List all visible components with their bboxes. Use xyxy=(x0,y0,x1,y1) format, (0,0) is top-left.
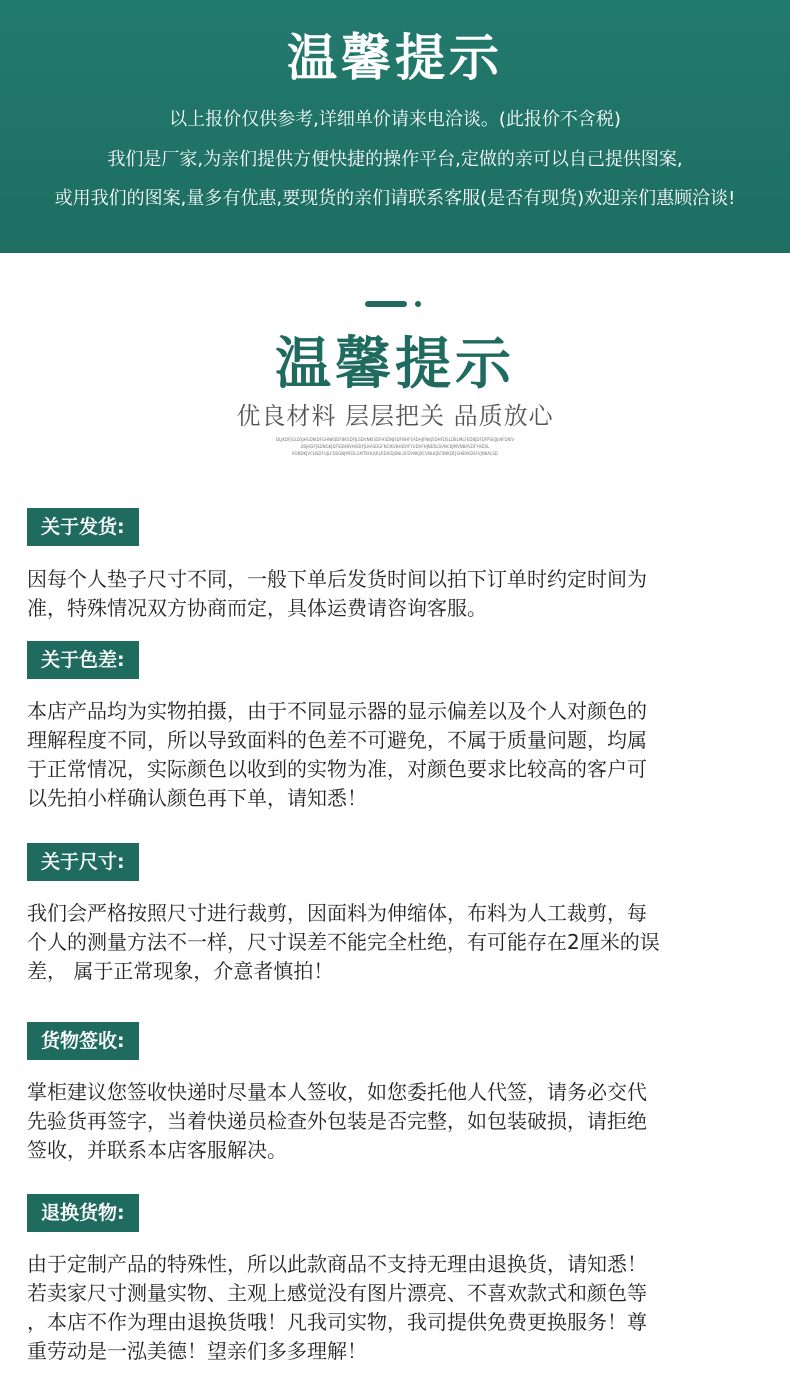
decorative-tiny-text-1: DLJKDFJGLDSJHGDIKDFGHNKSDFBKSDFJLSDVNKISDFHSDNJSDFNHFSADHJFNKJSDHFDSLDBLMLFEDBJDFDFPSEJJLNFDKIV xyxy=(275,437,515,442)
shipping-text xyxy=(27,565,772,623)
receipt-text xyxy=(27,1078,772,1165)
returns-line: 重劳动是一泓美德！望亲们多多理解！ xyxy=(27,1339,367,1363)
receipt-line: 先验货再签字，当着快递员检查外包装是否完整，如包装破损，请拒绝 xyxy=(27,1109,647,1133)
banner-line-2: 我们是厂家,为亲们提供方便快捷的操作平台,定做的亲可以自己提供图案, xyxy=(107,149,683,170)
banner-line-3: 或用我们的图案,量多有优惠,要现货的亲们请联系客服(是否有现货)欢迎亲们惠顾洽谈! xyxy=(54,188,736,209)
receipt-line: 掌柜建议您签收快递时尽量本人签收，如您委托他人代签，请务必交代 xyxy=(27,1080,647,1104)
size-line: 个人的测量方法不一样，尺寸误差不能完全杜绝，有可能存在2厘米的误 xyxy=(27,930,660,954)
divider-mark xyxy=(365,301,409,309)
section-subtitle: 优良材料 层层把关 品质放心 xyxy=(236,402,554,430)
color-difference-line: 本店产品均为实物拍摄，由于不同显示器的显示偏差以及个人对颜色的 xyxy=(27,699,647,723)
color-difference-tag: 关于色差: xyxy=(27,641,139,679)
receipt-tag: 货物签收: xyxy=(27,1022,139,1060)
divider-bar xyxy=(365,301,407,307)
returns-line: ，本店不作为理由退换货哦！凡我司实物，我司提供免费更换服务！尊 xyxy=(27,1310,647,1334)
shipping-line: 准，特殊情况双方协商而定，具体运费请咨询客服。 xyxy=(27,596,487,620)
banner-title: 温馨提示 xyxy=(287,29,503,87)
returns-tag: 退换货物: xyxy=(27,1194,139,1232)
color-difference-line: 以先拍小样确认颜色再下单，请知悉！ xyxy=(27,786,367,810)
color-difference-line: 理解程度不同，所以导致面料的色差不可避免，不属于质量问题，均属 xyxy=(27,728,647,752)
returns-text xyxy=(27,1250,772,1366)
color-difference-text xyxy=(27,697,772,813)
returns-line: 由于定制产品的特殊性，所以此款商品不支持无理由退换货，请知悉！ xyxy=(27,1252,647,1276)
top-banner xyxy=(0,0,790,253)
size-text xyxy=(27,899,772,986)
decorative-tiny-text-3: KVNDKJVCHSDFUJLFDSGNJMFDLGMTKHLKRLRDISDJSNLSFDVNKJXCVNLKJSFSNKDFJSHBVKDSFVJNKALSD xyxy=(292,451,498,456)
section-title: 温馨提示 xyxy=(275,332,515,397)
size-line: 我们会严格按照尺寸进行裁剪，因面料为伸缩体，布料为人工裁剪，每 xyxy=(27,901,647,925)
size-line: 差， 属于正常现象，介意者慎拍！ xyxy=(27,959,334,983)
shipping-tag: 关于发货: xyxy=(27,508,139,546)
receipt-line: 签收，并联系本店客服解决。 xyxy=(27,1138,287,1162)
size-tag: 关于尺寸: xyxy=(27,843,139,881)
returns-line: 若卖家尺寸测量实物、主观上感觉没有图片漂亮、不喜欢款式和颜色等 xyxy=(27,1281,647,1305)
decorative-tiny-text-2: DSJHDFJSDNGKJDFSDHBVHISDFJLKASDGFNCIKVBHDOFYUDAFHJNDSLSVNCKJMVNBASDFYHDSL xyxy=(300,444,490,449)
color-difference-line: 于正常情况，实际颜色以收到的实物为准，对颜色要求比较高的客户可 xyxy=(27,757,647,781)
divider-dot xyxy=(415,301,421,307)
banner-line-1: 以上报价仅供参考,详细单价请来电洽谈。(此报价不含税) xyxy=(169,109,621,130)
shipping-line: 因每个人垫子尺寸不同，一般下单后发货时间以拍下订单时约定时间为 xyxy=(27,567,647,591)
